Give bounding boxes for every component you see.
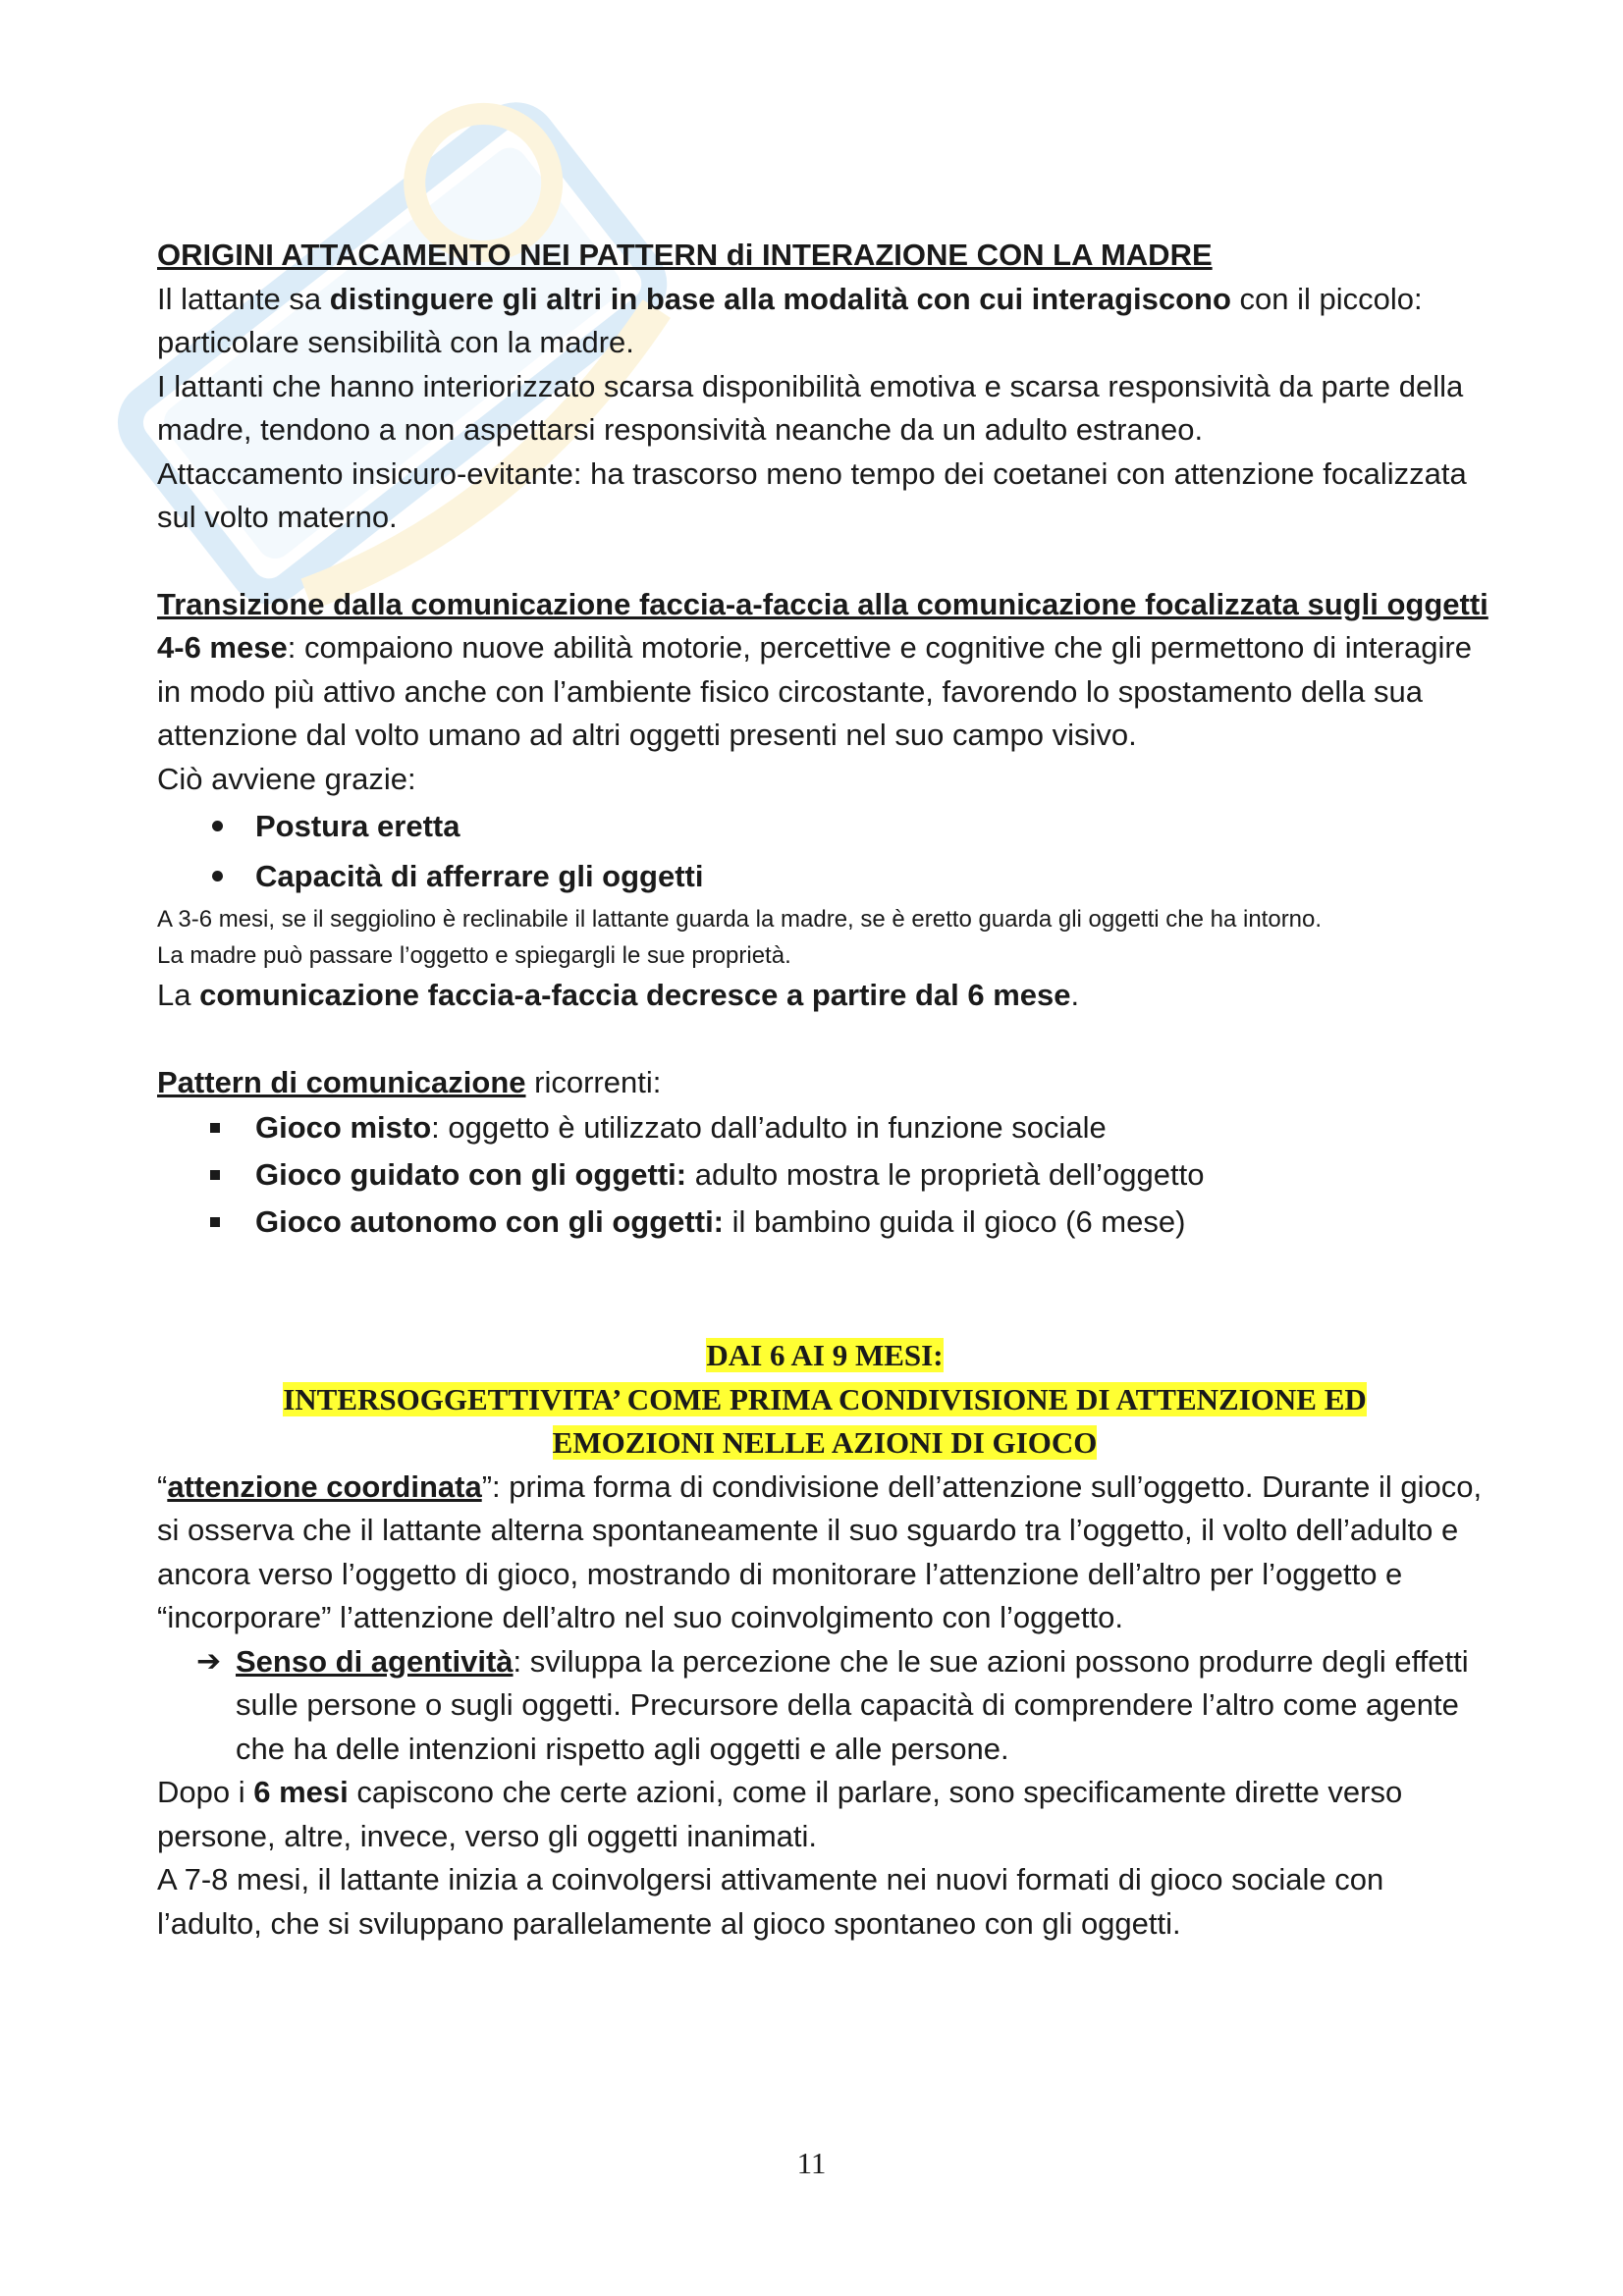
small-note: A 3-6 mesi, se il seggiolino è reclinabile il lattante guarda la madre, se è eretto guarda gli oggetti che ha intorno.	[157, 906, 1323, 933]
paragraph: Ciò avviene grazie:	[157, 761, 416, 796]
section-title-origini: ORIGINI ATTACAMENTO NEI PATTERN di INTERAZIONE CON LA MADRE	[157, 238, 1213, 272]
list-item: Postura eretta	[157, 801, 1492, 851]
paragraph: “attenzione coordinata”: prima forma di condivisione dell’attenzione sull’oggetto. Durante il gioco, si osserva che il lattante alterna spontaneamente il suo sguardo tra l’oggetto, il volto dell’adulto e ancora verso l’oggetto di gioco, mostrando di monitorare l’attenzione dell’altro per l’oggetto e “incorporare” l’attenzione dell’altro nel suo coinvolgimento con l’oggetto.	[157, 1468, 1483, 1634]
paragraph: Attaccamento insicuro-evitante: ha trascorso meno tempo dei coetanei con attenzione focalizzata sul volto materno.	[157, 455, 1467, 534]
paragraph: Dopo i 6 mesi capiscono che certe azioni, come il parlare, sono specificamente dirette verso persone, altre, invece, verso gli oggetti inanimati.	[157, 1775, 1403, 1853]
section-title-transizione: Transizione dalla comunicazione faccia-a-faccia alla comunicazione focalizzata sugli oggetti	[157, 586, 1488, 621]
paragraph: I lattanti che hanno interiorizzato scarsa disponibilità emotiva e scarsa responsività da parte della madre, tendono a non aspettarsi responsività neanche da un adulto estraneo.	[157, 368, 1464, 447]
section-title-pattern: Pattern di comunicazione ricorrenti:	[157, 1064, 662, 1099]
bullet-list	[157, 801, 1492, 901]
highlighted-heading: DAI 6 AI 9 MESI:	[706, 1338, 944, 1372]
list-item: Gioco autonomo con gli oggetti: il bambino guida il gioco (6 mese)	[157, 1199, 1492, 1246]
paragraph: 4-6 mese: compaiono nuove abilità motorie, percettive e cognitive che gli permettono di interagire in modo più attivo anche con l’ambiente fisico circostante, favorendo lo spostamento della sua attenzione dal volto umano ad altri oggetti presenti nel suo campo visivo.	[157, 630, 1472, 752]
list-item: Capacità di afferrare gli oggetti	[157, 851, 1492, 901]
highlighted-heading: EMOZIONI NELLE AZIONI DI GIOCO	[552, 1425, 1098, 1460]
page-number: 11	[796, 2146, 827, 2180]
list-item: Gioco guidato con gli oggetti: adulto mostra le proprietà dell’oggetto	[157, 1151, 1492, 1199]
list-item: Gioco misto: oggetto è utilizzato dall’adulto in funzione sociale	[157, 1104, 1492, 1151]
paragraph: La comunicazione faccia-a-faccia decresce a partire dal 6 mese.	[157, 978, 1080, 1012]
pattern-list	[157, 1104, 1492, 1246]
arrow-right-icon: ➔	[196, 1644, 222, 1678]
small-note: La madre può passare l’oggetto e spiegargli le sue proprietà.	[157, 942, 791, 969]
paragraph: Il lattante sa distinguere gli altri in base alla modalità con cui interagiscono con il piccolo: particolare sensibilità con la madre.	[157, 281, 1423, 359]
page-content	[157, 234, 1492, 1946]
highlighted-heading: INTERSOGGETTIVITA’ COME PRIMA CONDIVISIONE DI ATTENZIONE ED	[283, 1381, 1367, 1416]
paragraph: A 7-8 mesi, il lattante inizia a coinvolgersi attivamente nei nuovi formati di gioco sociale con l’adulto, che si sviluppano parallelamente al gioco spontaneo con gli oggetti.	[157, 1862, 1384, 1941]
arrow-paragraph: ➔ Senso di agentività: sviluppa la percezione che le sue azioni possono produrre degli effetti sulle persone o sugli oggetti. Precursore della capacità di comprendere l’altro come agente che ha delle intenzioni rispetto agli oggetti e alle persone.	[157, 1640, 1492, 1772]
